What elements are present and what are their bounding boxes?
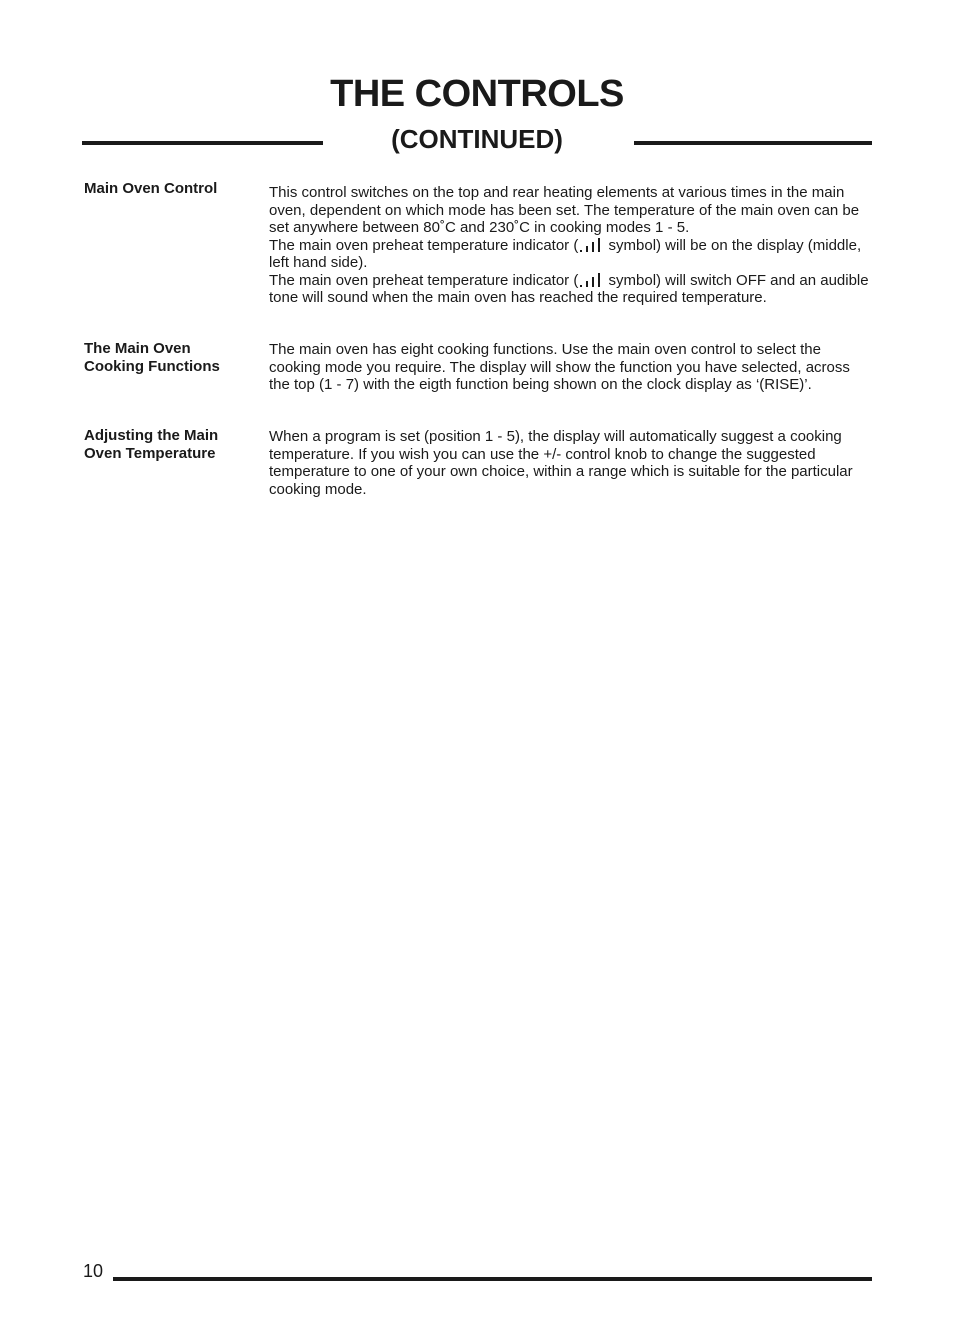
page-number: 10	[83, 1261, 104, 1281]
paragraph-text: The main oven preheat temperature indicator (	[269, 271, 579, 289]
section-label	[84, 427, 254, 462]
section-label: Main Oven Control	[84, 180, 218, 197]
section-label-line: The Main Oven	[84, 340, 191, 357]
paragraph-text: The main oven preheat temperature indicator (	[269, 236, 579, 254]
section-label-line: Cooking Functions	[84, 357, 220, 375]
signal-bars-icon	[579, 273, 603, 287]
header-rule-right	[634, 141, 872, 145]
paragraph: This control switches on the top and rear heating elements at various times in the main oven, dependent on which mode has been set. The temperature of the main oven can be set anywhere between 80˚C and 230˚C in cooking modes 1 - 5.	[269, 184, 860, 236]
paragraph: The main oven has eight cooking functions. Use the main oven control to select the cooking mode you require. The display will show the function you have selected, across the top (1 - 7) with the eigth function being shown on the clock display as ‘(RISE)’.	[269, 341, 850, 393]
paragraph-text: symbol) will be on the display (middle, left hand side).	[269, 236, 862, 271]
section-label	[84, 340, 254, 375]
indicator-paragraph	[269, 272, 872, 307]
paragraph: When a program is set (position 1 - 5), the display will automatically suggest a cooking temperature. If you wish you can use the +/- control knob to change the suggested temperature to one of your own choice, within a range which is suitable for the particular cooking mode.	[269, 428, 853, 498]
footer-rule	[113, 1277, 872, 1281]
section-body	[269, 341, 872, 394]
page-subtitle: (CONTINUED)	[391, 124, 563, 154]
section-label-line: Adjusting the Main	[84, 427, 219, 444]
section-label-line: Oven Temperature	[84, 444, 216, 462]
section-body	[269, 428, 872, 498]
page-title: THE CONTROLS	[330, 73, 624, 115]
indicator-paragraph	[269, 237, 872, 272]
paragraph-text: symbol) will switch OFF and an audible tone will sound when the main oven has reached the required temperature.	[269, 271, 869, 306]
signal-bars-icon	[579, 238, 603, 252]
section-body	[269, 184, 872, 307]
